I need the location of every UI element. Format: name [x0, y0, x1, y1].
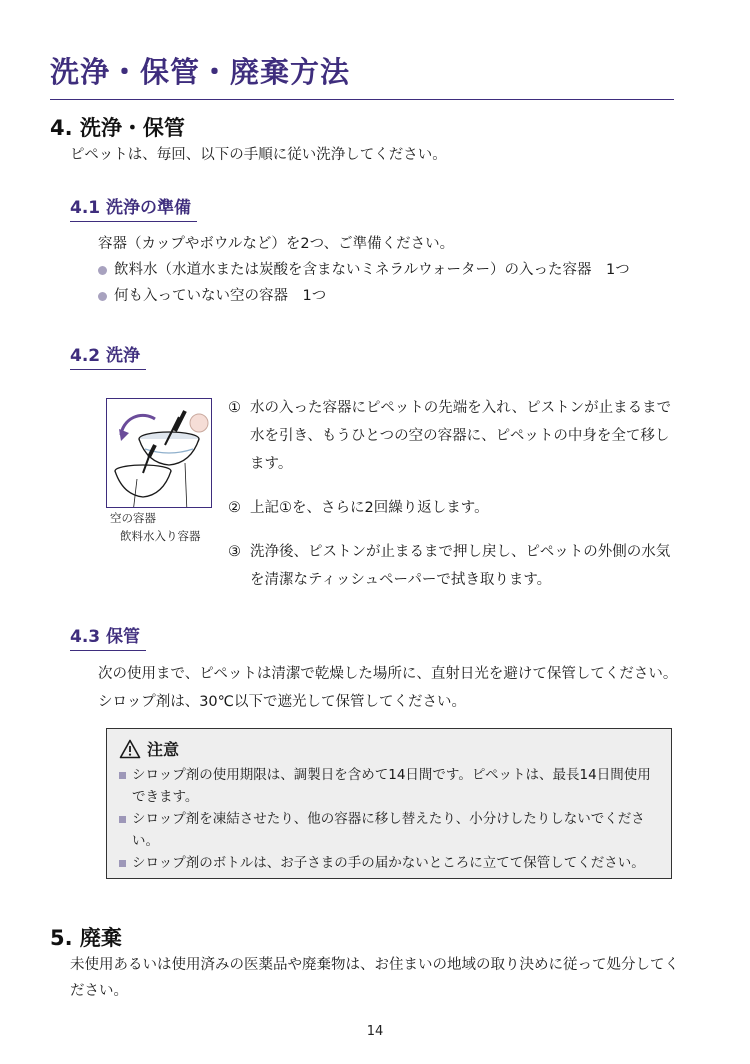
bowls-pipette-icon: [107, 399, 211, 507]
caution-item: [119, 808, 659, 852]
section-5-body: 未使用あるいは使用済みの医薬品や廃棄物は、お住まいの地域の取り決めに従って処分してください。: [70, 957, 679, 999]
prep-bullet-text: 何も入っていない空の容器 1つ: [114, 288, 327, 304]
bullet-square: [119, 816, 126, 823]
step-item: [228, 394, 680, 478]
caution-item-text: シロップ剤のボトルは、お子さまの手の届かないところに立てて保管してください。: [132, 855, 645, 871]
step-text: 水の入った容器にピペットの先端を入れ、ピストンが止まるまで水を引き、もうひとつの空の容器に、ピペットの中身を全て移します。: [250, 400, 672, 472]
step-text: 洗浄後、ピストンが止まるまで押し戻し、ピペットの外側の水気を清潔なティッシュペーパーで拭き取ります。: [250, 544, 671, 588]
caution-title: 注意: [147, 740, 180, 759]
section-5-heading: 5. 廃棄: [50, 926, 122, 950]
step-number: ②: [228, 500, 241, 516]
caution-item: [119, 852, 659, 874]
section-4-intro: ピペットは、毎回、以下の手順に従い洗浄してください。: [70, 147, 447, 163]
caution-item-text: シロップ剤を凍結させたり、他の容器に移し替えたり、小分けしたりしないでください。: [132, 811, 645, 849]
caution-item-text: シロップ剤の使用期限は、調製日を含めて14日間です。ピペットは、最長14日間使用できます。: [132, 767, 651, 805]
caution-box: [106, 728, 672, 879]
section-4-3-body: 次の使用まで、ピペットは清潔で乾燥した場所に、直射日光を避けて保管してください。シロップ剤は、30℃以下で遮光して保管してください。: [98, 666, 678, 710]
caution-item: [119, 764, 659, 808]
empty-container-label: 空の容器: [110, 511, 156, 525]
prep-bullet: [98, 257, 688, 283]
step-text: 上記①を、さらに2回繰り返します。: [250, 500, 489, 516]
water-container-label: 飲料水入り容器: [120, 529, 201, 543]
step-number: ③: [228, 544, 241, 560]
step-item: [228, 538, 680, 594]
step-item: [228, 494, 680, 522]
washing-illustration: [106, 398, 212, 508]
prep-bullet: [98, 283, 688, 309]
page-number: 14: [366, 1024, 384, 1039]
bullet-dot: [98, 292, 107, 301]
bullet-square: [119, 772, 126, 779]
warning-icon: [119, 739, 141, 759]
washing-steps: [228, 394, 680, 610]
bullet-square: [119, 860, 126, 867]
section-4-1-heading: 4.1 洗浄の準備: [70, 193, 197, 222]
section-4-heading: 4. 洗浄・保管: [50, 116, 185, 140]
page-title: 洗浄・保管・廃棄方法: [50, 50, 674, 100]
caution-header: [119, 737, 659, 760]
section-4-1-body: [98, 231, 688, 309]
bullet-dot: [98, 266, 107, 275]
prep-bullet-text: 飲料水（水道水または炭酸を含まないミネラルウォーター）の入った容器 1つ: [114, 262, 630, 278]
section-4-3-heading: 4.3 保管: [70, 622, 146, 651]
prep-text: 容器（カップやボウルなど）を2つ、ご準備ください。: [98, 236, 455, 252]
section-4-2-heading: 4.2 洗浄: [70, 341, 146, 370]
step-number: ①: [228, 400, 241, 416]
